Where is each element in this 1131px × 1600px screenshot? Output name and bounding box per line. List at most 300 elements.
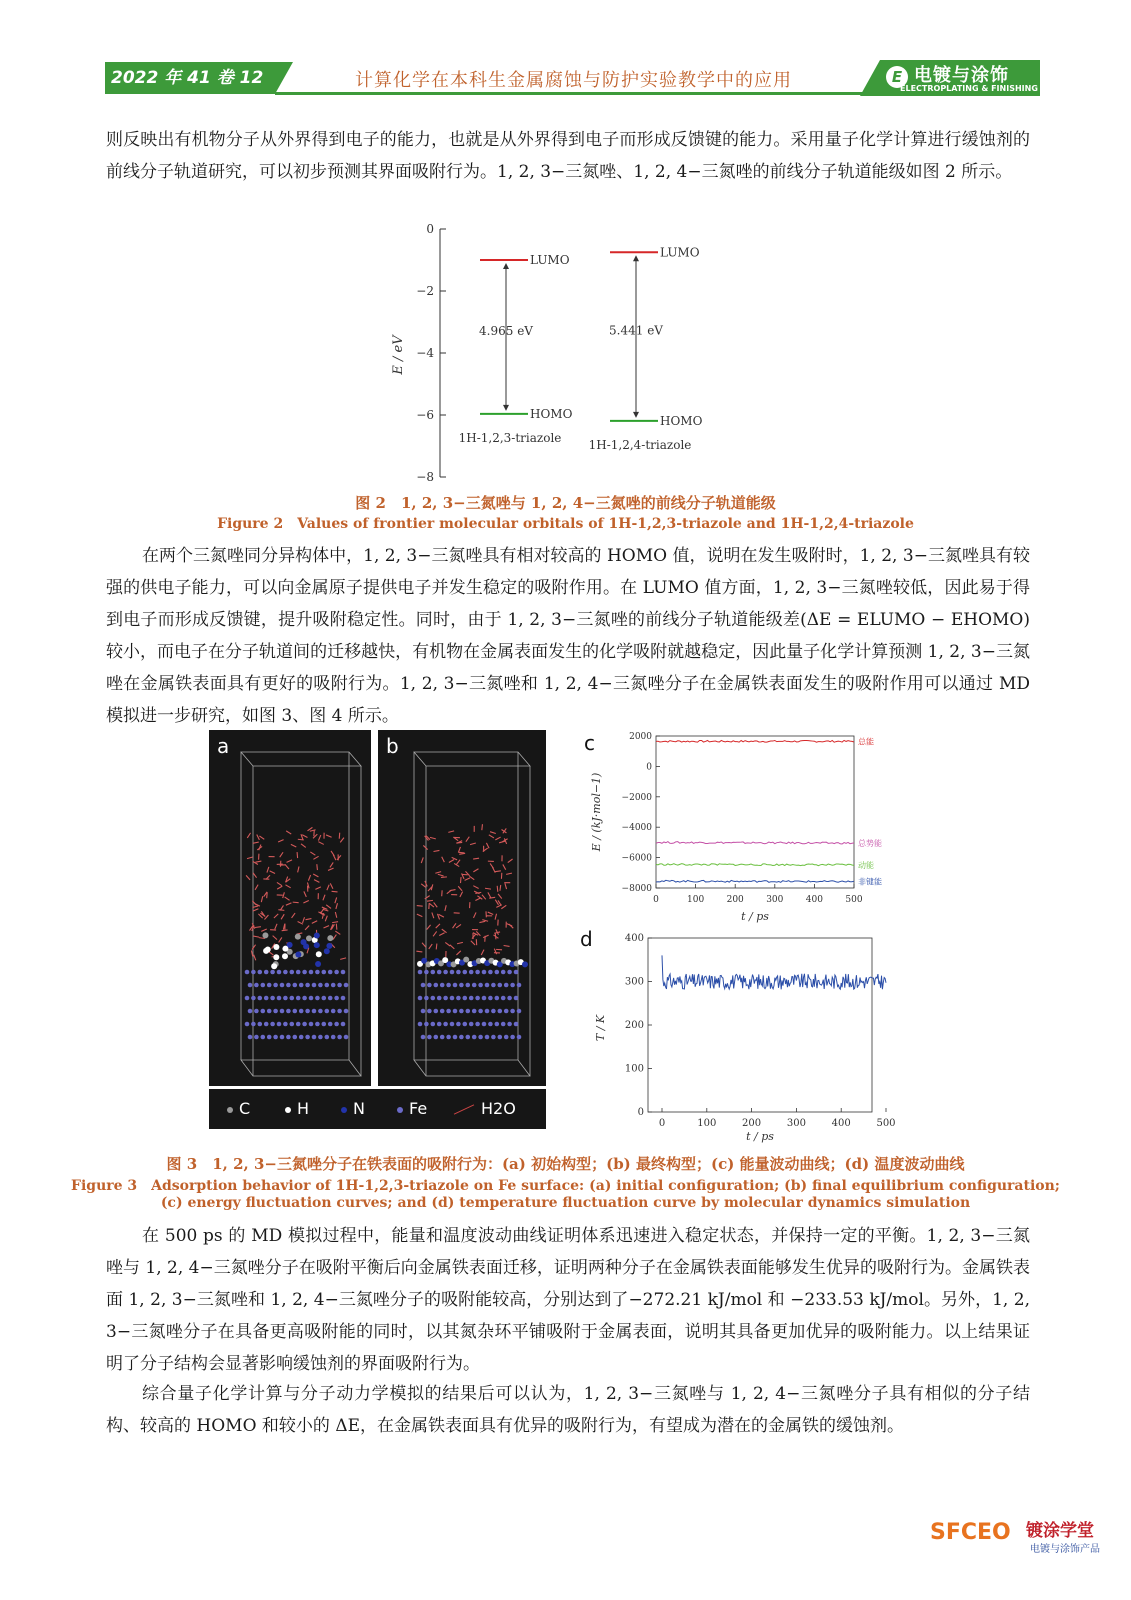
water-molecule	[313, 856, 318, 859]
fe-atom	[299, 1035, 304, 1040]
footer-logo	[930, 1508, 1110, 1568]
y-tick-label: −8	[416, 470, 434, 484]
energy-series-line	[656, 864, 854, 866]
series-label: 总能	[858, 737, 874, 747]
fe-atom	[273, 1009, 278, 1014]
fe-atom	[293, 983, 298, 988]
water-molecule	[452, 857, 457, 859]
water-molecule	[335, 897, 337, 903]
water-molecule	[247, 857, 253, 859]
c-xlabel: t / ps	[741, 910, 769, 923]
footer-logo-text: SFCEO	[930, 1520, 1011, 1545]
fe-atom	[475, 970, 480, 975]
water-molecule	[482, 824, 483, 830]
fe-atom	[485, 1035, 490, 1040]
water-molecule	[257, 834, 260, 839]
fe-atom	[514, 1022, 519, 1027]
water-molecule	[293, 902, 299, 903]
x-tick-label: 400	[831, 1118, 851, 1129]
water-molecule	[508, 859, 513, 863]
water-molecule	[298, 839, 304, 840]
triazole-atom	[282, 946, 288, 952]
y-tick-label: 300	[624, 976, 644, 988]
y-tick-label: 100	[624, 1063, 644, 1075]
triazole-atom	[301, 939, 307, 945]
fe-atom	[283, 1022, 288, 1027]
energy-series-line	[656, 842, 854, 844]
fe-atom	[459, 1009, 464, 1014]
water-molecule	[503, 864, 506, 869]
fe-atom	[286, 1035, 291, 1040]
water-molecule	[456, 842, 462, 843]
fe-atom	[261, 983, 266, 988]
series-label: 非键能	[858, 877, 882, 887]
water-molecule	[473, 858, 479, 859]
water-molecule	[471, 941, 475, 945]
fe-atom	[331, 983, 336, 988]
fe-atom	[431, 970, 436, 975]
water-molecule	[425, 896, 430, 899]
water-molecule	[253, 873, 256, 878]
water-molecule	[421, 857, 423, 863]
fe-atom	[466, 1009, 471, 1014]
water-molecule	[286, 903, 292, 905]
fe-atom	[434, 983, 439, 988]
water-molecule	[429, 944, 432, 949]
fe-atom	[328, 1022, 333, 1027]
water-molecule	[449, 860, 454, 863]
fe-atom	[258, 1022, 263, 1027]
water-molecule	[469, 876, 474, 880]
running-title: 计算化学在本科生金属腐蚀与防护实验教学中的应用	[355, 70, 792, 91]
water-molecule	[506, 873, 512, 874]
triazole-atom	[273, 954, 279, 960]
fe-atom	[510, 1009, 515, 1014]
fe-atom	[488, 1022, 493, 1027]
water-molecule	[489, 835, 494, 838]
water-molecule	[335, 931, 340, 934]
fe-atom	[296, 970, 301, 975]
series-label: 动能	[858, 860, 874, 870]
issue-label: 2022 年 41 卷 12 期	[105, 62, 275, 94]
paragraph-3: 在 500 ps 的 MD 模拟过程中，能量和温度波动曲线证明体系迅速进入稳定状态，并保持一定的平衡。1, 2, 3−三氮唑与 1, 2, 4−三氮唑分子在吸附平衡后向金属铁表面迁移，证明两种分子在金属铁表面能够发生优异的吸附行为。金属铁表面 1, 2, 3−三氮唑和 1, 2, 4−三氮唑分子的吸附能较高，分别达到了−272.21 kJ/mol 和 −233.53 kJ/mol。另外，1, 2, 3−三氮唑分子在具备更高吸附能的同时，以其氮杂环平铺吸附于金属表面，说明其具备更加优异的吸附能力。以上结果证明了分子结构会显著影响缓蚀剂的界面吸附行为。	[106, 1226, 1030, 1374]
water-molecule	[475, 898, 480, 901]
triazole-atom	[295, 951, 301, 957]
fe-atom	[456, 1022, 461, 1027]
fe-atom	[437, 970, 442, 975]
fe-atom	[290, 970, 295, 975]
fe-atom	[443, 996, 448, 1001]
fe-atom	[322, 996, 327, 1001]
triazole-atom	[463, 957, 469, 963]
fe-atom	[309, 970, 314, 975]
fe-atom	[459, 983, 464, 988]
fe-atom	[251, 970, 256, 975]
fe-atom	[315, 996, 320, 1001]
fe-atom	[491, 1035, 496, 1040]
fe-atom	[475, 1022, 480, 1027]
arrow-head-down	[633, 412, 639, 418]
water-molecule	[439, 933, 444, 936]
water-molecule	[261, 896, 262, 902]
triazole-atom	[314, 933, 320, 939]
fe-atom	[245, 996, 250, 1001]
fe-atom	[325, 1009, 330, 1014]
fe-atom	[463, 1022, 468, 1027]
y-tick-label: −2000	[621, 792, 652, 803]
figure-3-caption-en-1: Figure 3 Adsorption behavior of 1H-1,2,3-triazole on Fe surface: (a) initial configuration; (b) final equilibrium configuration;	[71, 1178, 1060, 1194]
fe-atom	[305, 1035, 310, 1040]
fe-atom	[475, 996, 480, 1001]
brand-cn: 电镀与涂饰	[914, 65, 1009, 86]
triazole-atom	[271, 963, 277, 969]
fe-atom	[504, 1009, 509, 1014]
figure-2-caption-en: Figure 2 Values of frontier molecular orbitals of 1H-1,2,3-triazole and 1H-1,2,4-triazole	[217, 516, 914, 532]
water-molecule	[504, 945, 510, 946]
fe-atom	[424, 1022, 429, 1027]
gap-label: 4.965 eV	[479, 323, 533, 338]
fe-atom	[334, 996, 339, 1001]
figure-3-caption-en-2: (c) energy fluctuation curves; and (d) temperature fluctuation curve by molecular dynamics simulation	[160, 1195, 971, 1211]
water-molecule	[305, 926, 309, 930]
y-tick-label: 0	[637, 1107, 644, 1118]
water-molecule	[495, 871, 501, 872]
fe-atom	[309, 996, 314, 1001]
paragraph-4: 综合量子化学计算与分子动力学模拟的结果后可以认为，1, 2, 3−三氮唑与 1, 2, 4−三氮唑分子具有相似的分子结构、较高的 HOMO 和较小的 ΔE，在金属铁表面具有优异的吸附行为，有望成为潜在的金属铁的缓蚀剂。	[106, 1384, 1030, 1436]
fe-atom	[337, 1009, 342, 1014]
fe-atom	[270, 996, 275, 1001]
triazole-atom	[314, 942, 320, 948]
water-molecule	[332, 922, 338, 923]
fe-atom	[485, 1009, 490, 1014]
fe-atom	[328, 996, 333, 1001]
water-molecule	[255, 927, 261, 928]
fe-atom	[453, 1009, 458, 1014]
fe-atom	[318, 1009, 323, 1014]
water-molecule	[278, 910, 284, 911]
water-molecule	[259, 836, 264, 839]
fe-atom	[495, 970, 500, 975]
fe-atom	[463, 970, 468, 975]
panel-b-label: b	[386, 734, 399, 758]
y-tick-label: 2000	[629, 732, 652, 742]
triazole-atom	[262, 932, 268, 938]
water-molecule	[254, 955, 256, 961]
water-molecule	[274, 914, 278, 918]
journal-logo-icon: E	[886, 66, 908, 88]
water-molecule	[459, 853, 465, 854]
y-tick-label: −2	[416, 284, 434, 298]
fe-atom	[280, 983, 285, 988]
water-molecule	[326, 905, 331, 909]
water-molecule	[436, 944, 437, 950]
water-molecule	[416, 951, 422, 952]
water-molecule	[453, 923, 456, 928]
water-molecule	[422, 943, 426, 948]
fe-atom	[495, 1022, 500, 1027]
fe-atom	[421, 983, 426, 988]
fe-atom	[510, 983, 515, 988]
fe-atom	[427, 983, 432, 988]
fe-atom	[334, 1022, 339, 1027]
water-molecule	[441, 877, 447, 878]
water-molecule	[304, 891, 306, 896]
fe-atom	[273, 1035, 278, 1040]
water-molecule	[483, 935, 488, 937]
water-molecule	[509, 924, 513, 928]
water-molecule	[442, 857, 445, 862]
x-tick-label: 100	[687, 895, 705, 905]
fe-atom	[334, 970, 339, 975]
water-molecule	[499, 841, 505, 843]
fe-atom	[296, 996, 301, 1001]
final-configuration-image	[378, 730, 546, 1086]
molecule-label: 1H-1,2,4-triazole	[588, 437, 692, 452]
fe-atom	[318, 1035, 323, 1040]
water-molecule	[255, 861, 261, 862]
fe-atom	[478, 983, 483, 988]
water-molecule	[328, 868, 334, 870]
fe-atom	[296, 1022, 301, 1027]
fe-atom	[248, 983, 253, 988]
fe-atom	[456, 996, 461, 1001]
fe-atom	[309, 1022, 314, 1027]
fe-atom	[501, 970, 506, 975]
fe-atom	[431, 1022, 436, 1027]
fe-atom	[277, 970, 282, 975]
fe-atom	[305, 983, 310, 988]
legend-item-fe: Fe	[397, 1099, 427, 1118]
fe-atom	[469, 996, 474, 1001]
fe-atom	[507, 996, 512, 1001]
water-molecule	[482, 895, 486, 900]
water-molecule	[456, 860, 460, 865]
water-molecule	[495, 914, 496, 920]
fe-atom	[514, 970, 519, 975]
water-molecule	[448, 831, 454, 832]
water-molecule	[466, 837, 469, 842]
fe-atom	[431, 996, 436, 1001]
water-molecule	[318, 842, 323, 845]
water-molecule	[314, 880, 319, 883]
water-molecule	[297, 852, 298, 858]
energy-chart	[578, 728, 888, 928]
initial-configuration-image	[209, 730, 371, 1086]
fe-atom	[270, 1022, 275, 1027]
water-molecule	[286, 885, 291, 888]
x-tick-label: 200	[742, 1118, 762, 1129]
fe-atom	[290, 1022, 295, 1027]
legend-item-h2o: H2O	[453, 1099, 516, 1118]
water-molecule	[423, 845, 427, 849]
fe-atom	[325, 1035, 330, 1040]
fe-atom	[456, 970, 461, 975]
water-molecule	[427, 900, 433, 901]
water-molecule	[275, 924, 277, 930]
legend-item-c: C	[227, 1099, 250, 1118]
water-molecule	[432, 913, 434, 919]
fe-atom	[264, 970, 269, 975]
fe-atom	[418, 970, 423, 975]
fe-atom	[482, 996, 487, 1001]
water-molecule	[460, 892, 463, 897]
x-tick-label: 500	[876, 1118, 896, 1129]
fe-atom	[463, 996, 468, 1001]
fe-atom	[277, 1022, 282, 1027]
fe-atom	[245, 970, 250, 975]
fe-atom	[434, 1009, 439, 1014]
y-tick-label: 0	[426, 222, 434, 236]
fe-atom	[453, 983, 458, 988]
water-molecule	[470, 843, 476, 845]
water-molecule	[332, 891, 338, 892]
water-molecule	[427, 925, 431, 930]
fe-atom	[421, 1009, 426, 1014]
water-molecule	[486, 843, 489, 848]
water-molecule	[303, 917, 305, 923]
triazole-atom	[263, 948, 269, 954]
water-molecule	[273, 936, 277, 940]
triazole-atom	[522, 961, 528, 967]
fe-atom	[305, 1009, 310, 1014]
fe-atom	[504, 1035, 509, 1040]
fe-atom	[270, 970, 275, 975]
gap-label: 5.441 eV	[609, 323, 663, 338]
water-molecule	[285, 897, 290, 900]
water-molecule	[323, 895, 325, 901]
water-molecule	[458, 847, 460, 853]
fe-atom	[315, 1022, 320, 1027]
triazole-atom	[295, 934, 301, 940]
water-molecule	[340, 838, 344, 843]
water-molecule	[505, 883, 507, 889]
water-molecule	[310, 852, 315, 855]
water-molecule	[336, 924, 337, 930]
water-molecule	[438, 874, 444, 876]
fe-atom	[325, 983, 330, 988]
water-molecule	[497, 886, 498, 892]
water-molecule	[326, 835, 332, 837]
d-xlabel: t / ps	[746, 1130, 774, 1143]
water-molecule	[433, 850, 439, 851]
water-molecule	[430, 837, 436, 839]
fe-atom	[293, 1035, 298, 1040]
water-molecule	[450, 890, 456, 891]
water-molecule	[458, 886, 462, 891]
water-molecule	[331, 851, 334, 856]
y-tick-label: −4	[416, 346, 434, 360]
fe-atom	[510, 1035, 515, 1040]
water-molecule	[308, 875, 310, 881]
x-tick-label: 300	[786, 1118, 806, 1129]
x-tick-label: 0	[658, 1118, 666, 1129]
y-tick-label: −8000	[621, 884, 652, 894]
fe-atom	[264, 996, 269, 1001]
c-ylabel: E / (kJ·mol−1)	[590, 772, 603, 852]
water-molecule	[283, 892, 285, 898]
water-molecule	[495, 837, 500, 840]
water-molecule	[247, 833, 250, 838]
water-molecule	[473, 886, 478, 889]
paragraph-1: 则反映出有机物分子从外界得到电子的能力，也就是从外界得到电子而形成反馈键的能力。采用量子化学计算进行缓蚀剂的前线分子轨道研究，可以初步预测其界面吸附行为。1, 2, 3−三氮唑、1, 2, 4−三氮唑的前线分子轨道能级如图 2 所示。	[106, 130, 1030, 182]
water-molecule	[312, 921, 317, 924]
fe-atom	[290, 996, 295, 1001]
x-tick-label: 0	[653, 895, 659, 905]
water-molecule	[330, 883, 333, 888]
fe-atom	[501, 996, 506, 1001]
water-molecule	[253, 842, 259, 843]
fe-atom	[472, 1035, 477, 1040]
water-molecule	[301, 844, 306, 848]
fe-atom	[286, 1009, 291, 1014]
fe-atom	[498, 1035, 503, 1040]
fe-atom	[331, 1035, 336, 1040]
fe-atom	[504, 983, 509, 988]
fe-atom	[491, 983, 496, 988]
md-panel-a	[209, 730, 371, 1086]
water-molecule	[500, 885, 501, 891]
fe-atom	[261, 1035, 266, 1040]
figure-3-caption-cn: 图 3 1, 2, 3−三氮唑分子在铁表面的吸附行为：(a) 初始构型；(b) 最终构型；(c) 能量波动曲线；(d) 温度波动曲线	[166, 1155, 965, 1173]
homo-label: HOMO	[530, 406, 573, 421]
journal-brand	[880, 60, 1040, 96]
fe-atom	[424, 970, 429, 975]
water-molecule	[457, 942, 463, 943]
fe-atom	[450, 970, 455, 975]
fe-atom	[514, 996, 519, 1001]
water-molecule	[485, 888, 491, 889]
water-molecule	[253, 936, 259, 937]
brand-en: ELECTROPLATING & FINISHING	[900, 84, 1038, 93]
fe-atom	[446, 1035, 451, 1040]
water-molecule	[270, 871, 275, 874]
water-molecule	[488, 892, 491, 897]
fe-atom	[507, 1022, 512, 1027]
y-tick-label: 400	[624, 933, 644, 944]
fe-atom	[341, 996, 346, 1001]
fe-atom	[280, 1009, 285, 1014]
water-molecule	[255, 885, 258, 890]
fe-atom	[344, 1035, 349, 1040]
fe-atom	[248, 1035, 253, 1040]
fe-atom	[286, 983, 291, 988]
water-molecule	[494, 932, 500, 933]
fe-atom	[328, 970, 333, 975]
y-axis-label: E / eV	[391, 335, 406, 375]
homo-label: HOMO	[660, 413, 703, 428]
x-tick-label: 500	[845, 895, 863, 905]
triazole-atom	[324, 948, 330, 954]
arrow-head-up	[503, 263, 509, 269]
water-molecule	[431, 884, 433, 890]
fe-atom	[254, 983, 259, 988]
fe-atom	[437, 996, 442, 1001]
fe-atom	[280, 1035, 285, 1040]
fe-atom	[261, 1009, 266, 1014]
water-molecule	[315, 887, 320, 889]
fe-atom	[459, 1035, 464, 1040]
fe-atom	[427, 1009, 432, 1014]
energy-series-line	[656, 740, 854, 742]
fe-atom	[302, 970, 307, 975]
legend-item-n: N	[341, 1099, 365, 1118]
water-molecule	[421, 884, 426, 888]
fe-atom	[302, 1022, 307, 1027]
water-molecule	[306, 919, 312, 920]
water-molecule	[429, 903, 434, 907]
water-molecule	[303, 900, 308, 903]
water-molecule	[277, 882, 282, 885]
